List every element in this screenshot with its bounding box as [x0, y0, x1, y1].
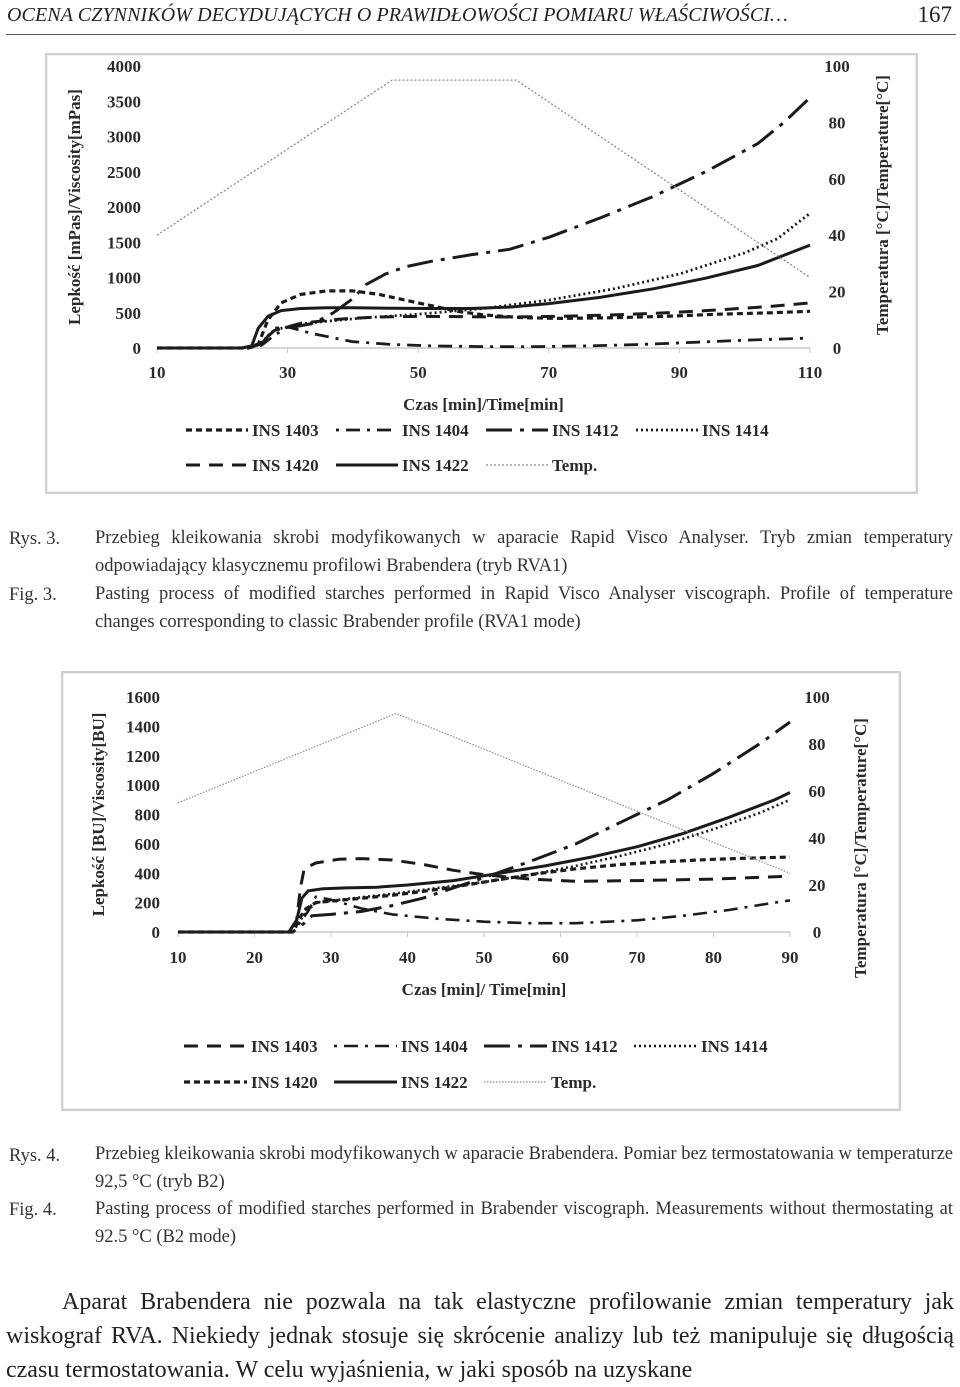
fig4-x-tick-label: 10 — [169, 948, 187, 967]
figure-3-label-pl: Rys. 3. — [9, 529, 61, 549]
figure-4-caption-en: Pasting process of modified starches performed in Brabender viscograph. Measurements without thermostating at 92.5 °C (B2 mode) — [95, 1199, 953, 1247]
fig4-y-tick-label: 800 — [134, 805, 160, 825]
figure-4-label-en: Fig. 4. — [9, 1200, 57, 1220]
fig3-legend-label: INS 1404 — [402, 421, 469, 440]
fig4-legend-label: Temp. — [551, 1073, 597, 1092]
fig4-y-tick-label: 1400 — [126, 717, 160, 737]
fig4-y2-tick-label: 40 — [808, 829, 826, 848]
fig4-y-tick-label: 1200 — [126, 746, 160, 766]
body-paragraph: Aparat Brabendera nie pozwala na tak elastyczne profilowanie zmian temperatury jak wiskograf RVA. Niekiedy jednak stosuje się skrócenie analizy lub też manipuluje się długością czasu termostatowania. W celu wyjaśnienia, w jaki sposób na uzyskane — [6, 1289, 954, 1383]
fig3-y2-axis-title: Temperatura [°C]/Temperature[°C] — [873, 75, 892, 335]
fig4-x-tick-label: 80 — [705, 948, 722, 967]
fig4-legend-label: INS 1412 — [551, 1037, 618, 1056]
fig3-y-tick-label: 1000 — [107, 268, 141, 288]
fig4-series-ins-1404 — [178, 897, 790, 932]
fig3-y-tick-label: 1500 — [107, 233, 141, 253]
fig3-x-tick-label: 10 — [148, 363, 166, 382]
fig4-y2-tick-label: 20 — [808, 876, 826, 895]
body-text — [6, 1285, 954, 1387]
figure-4-label-pl: Rys. 4. — [9, 1146, 61, 1166]
fig4-y2-tick-label: 0 — [812, 923, 822, 942]
fig4-y-tick-label: 200 — [134, 893, 160, 913]
fig3-y-axis-title: Lepkość [mPas]/Viscosity[mPas] — [65, 89, 84, 325]
fig4-y2-axis-title: Temperatura [°C]/Temperature[°C] — [851, 718, 870, 978]
fig4-y-tick-label: 400 — [134, 864, 160, 884]
fig3-y-tick-label: 2000 — [107, 198, 141, 217]
figure-3-label-en: Fig. 3. — [9, 585, 57, 605]
fig4-y2-tick-label: 100 — [804, 688, 830, 707]
fig4-series-ins-1414 — [178, 800, 790, 932]
fig4-x-tick-label: 20 — [246, 948, 263, 967]
fig4-legend-label: INS 1420 — [251, 1073, 318, 1092]
fig4-y-tick-label: 1600 — [126, 688, 160, 707]
fig3-legend-label: INS 1403 — [252, 421, 319, 440]
running-title: OCENA CZYNNIKÓW DECYDUJĄCYCH O PRAWIDŁOWOŚCI POMIARU WŁAŚCIWOŚCI… — [7, 4, 788, 26]
fig3-y2-tick-label: 20 — [828, 282, 846, 302]
fig3-y2-tick-label: 100 — [824, 57, 850, 76]
fig4-x-tick-label: 90 — [781, 948, 799, 967]
fig3-x-tick-label: 30 — [279, 363, 297, 382]
fig4-y-tick-label: 600 — [134, 834, 160, 854]
fig4-y-axis-title: Lepkość [BU]/Viscosity[BU] — [89, 712, 108, 917]
fig3-y2-tick-label: 60 — [828, 169, 846, 189]
page-number: 167 — [917, 2, 952, 27]
fig4-legend-label: INS 1422 — [401, 1073, 468, 1092]
fig3-y-tick-label: 500 — [115, 303, 141, 323]
fig3-legend-label: Temp. — [552, 456, 598, 475]
fig4-x-tick-label: 60 — [552, 948, 569, 967]
fig4-y-tick-label: 1000 — [126, 776, 160, 796]
fig3-y2-tick-label: 40 — [828, 226, 846, 246]
fig3-y-tick-label: 3500 — [107, 92, 141, 112]
fig3-legend-label: INS 1414 — [702, 421, 769, 440]
fig3-x-tick-label: 70 — [540, 363, 558, 382]
fig4-legend-label: INS 1414 — [701, 1037, 768, 1056]
fig3-y-tick-label: 0 — [132, 339, 141, 358]
figure-4-caption-pl: Przebieg kleikowania skrobi modyfikowanych w aparacie Brabendera. Pomiar bez termostatowania w temperaturze 92,5 °C (tryb B2) — [95, 1144, 953, 1192]
fig4-y2-tick-label: 60 — [808, 782, 826, 801]
fig4-series-temp- — [178, 714, 790, 874]
fig3-x-axis-title: Czas [min]/Time[min] — [403, 395, 564, 414]
fig4-x-axis-title: Czas [min]/ Time[min] — [401, 980, 567, 999]
figure-3-caption-pl: Przebieg kleikowania skrobi modyfikowanych w aparacie Rapid Visco Analyser. Tryb zmian temperatury odpowiadający klasycznemu profilowi Brabendera (tryb RVA1) — [95, 528, 953, 576]
fig4-x-tick-label: 50 — [475, 948, 493, 967]
fig3-y2-tick-label: 80 — [828, 113, 846, 133]
fig3-x-tick-label: 110 — [797, 363, 823, 382]
fig4-x-tick-label: 70 — [628, 948, 646, 967]
figure-3-caption-en: Pasting process of modified starches performed in Rapid Visco Analyser viscograph. Profile of temperature changes corresponding to classic Brabender profile (RVA1 mode) — [95, 584, 953, 632]
fig4-legend-label: INS 1404 — [401, 1037, 468, 1056]
fig4-series-ins-1422 — [178, 793, 790, 933]
fig4-legend-label: INS 1403 — [251, 1037, 318, 1056]
fig3-y-tick-label: 3000 — [107, 127, 141, 147]
fig4-y2-tick-label: 80 — [808, 735, 826, 754]
fig3-x-tick-label: 90 — [670, 363, 688, 382]
fig3-y-tick-label: 2500 — [107, 162, 141, 182]
fig3-legend-label: INS 1412 — [552, 421, 619, 440]
fig3-legend-label: INS 1422 — [402, 456, 469, 475]
fig4-x-tick-label: 30 — [322, 948, 340, 967]
fig3-y2-tick-label: 0 — [832, 339, 842, 358]
fig3-legend-label: INS 1420 — [252, 456, 319, 475]
fig3-y-tick-label: 4000 — [107, 57, 141, 76]
fig4-x-tick-label: 40 — [399, 948, 416, 967]
fig3-x-tick-label: 50 — [409, 363, 427, 382]
fig4-y-tick-label: 0 — [151, 923, 160, 942]
